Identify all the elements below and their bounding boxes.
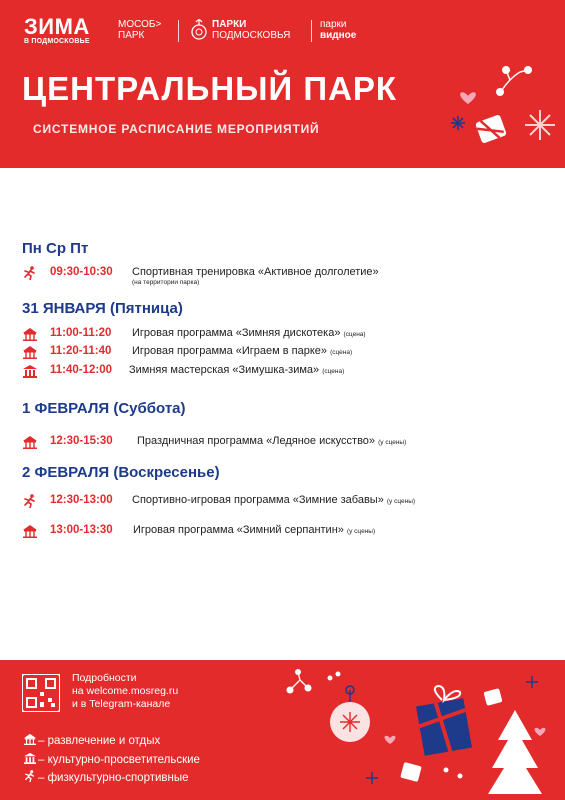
details-line1: Подробности (72, 672, 137, 684)
schedule-section-title: Пн Ср Пт (22, 240, 89, 257)
museum-icon (22, 752, 38, 764)
event-time: 11:00-11:20 (50, 327, 112, 339)
event-time: 09:30-10:30 (50, 266, 113, 278)
schedule-section-title: 1 ФЕВРАЛЯ (Суббота) (22, 400, 186, 417)
event-time: 11:20-11:40 (50, 345, 112, 357)
winter-decoration-icon (440, 60, 565, 168)
legend-cultural-label: – культурно-просветительские (38, 754, 200, 766)
event-title (133, 524, 375, 536)
parki-logo-line2: ПОДМОСКОВЬЯ (212, 30, 291, 41)
mosobpark-logo-line2: ПАРК (118, 30, 145, 41)
event-location-note: (у сцены) (346, 528, 376, 535)
runner-icon (22, 770, 38, 782)
carousel-icon (22, 524, 38, 538)
event-title-text: Спортивно-игровая программа «Зимние забавы» (132, 494, 384, 506)
legend-entertainment-label: – развлечение и отдых (38, 735, 161, 747)
runner-icon (22, 266, 38, 280)
parki-vidnoe-logo (320, 19, 356, 41)
event-title-text: Игровая программа «Зимняя дискотека» (132, 327, 341, 339)
carousel-icon (22, 345, 38, 359)
event-title (132, 345, 352, 357)
mosobpark-logo (118, 19, 161, 41)
legend-sports (22, 770, 189, 784)
event-title-text: Спортивная тренировка «Активное долголетие» (132, 266, 379, 278)
footer-banner (0, 660, 565, 800)
ornament-icon (190, 17, 208, 43)
schedule-section-title: 31 ЯНВАРЯ (Пятница) (22, 300, 183, 317)
event-title (132, 494, 415, 506)
event-title (129, 364, 344, 376)
page-subtitle: СИСТЕМНОЕ РАСПИСАНИЕ МЕРОПРИЯТИЙ (33, 122, 320, 136)
event-title-text: Игровая программа «Зимний серпантин» (133, 524, 344, 536)
schedule-section-title: 2 ФЕВРАЛЯ (Воскресенье) (22, 464, 220, 481)
event-time: 13:00-13:30 (50, 524, 113, 536)
winter-decoration-icon (270, 660, 565, 800)
mosobpark-logo-line1: МОСОБ> (118, 19, 162, 30)
parki-podmoskovya-logo (190, 17, 310, 45)
details-telegram-line: и в Telegram-канале (72, 698, 171, 710)
legend-entertainment (22, 733, 160, 747)
event-title-text: Игровая программа «Играем в парке» (132, 345, 328, 357)
event-location-note: (сцена) (343, 331, 366, 338)
parki-logo-line1: ПАРКИ (212, 19, 247, 30)
zima-logo-title: ЗИМА (24, 14, 90, 39)
event-time: 11:40-12:00 (50, 364, 113, 376)
event-title-text: Зимняя мастерская «Зимушка-зима» (129, 364, 320, 376)
carousel-icon (22, 733, 38, 745)
event-time: 12:30-15:30 (50, 435, 113, 447)
carousel-icon (22, 327, 38, 341)
event-location-note: (сцена) (322, 368, 345, 375)
vidnoe-logo-line2: видное (320, 30, 357, 41)
logo-divider (178, 20, 179, 42)
legend-cultural (22, 752, 200, 766)
details-info (72, 672, 178, 711)
event-location-note: (у сцены) (386, 498, 416, 505)
logo-divider (311, 20, 312, 42)
event-title (137, 435, 406, 447)
zima-logo-subtitle: В ПОДМОСКОВЬЕ (24, 38, 90, 45)
qr-code-icon[interactable] (22, 674, 60, 712)
runner-icon (22, 494, 38, 508)
zima-logo (24, 16, 90, 46)
header-banner (0, 0, 565, 168)
page-title: ЦЕНТРАЛЬНЫЙ ПАРК (22, 70, 398, 107)
event-title (132, 327, 366, 339)
legend-sports-label: – физкультурно-спортивные (38, 772, 189, 784)
museum-icon (22, 364, 38, 378)
event-location-note: (сцена) (330, 349, 353, 356)
event-title-text: Праздничная программа «Ледяное искусство» (137, 435, 376, 447)
details-website-link[interactable]: на welcome.mosreg.ru (72, 685, 179, 697)
carousel-icon (22, 435, 38, 449)
event-title (132, 266, 379, 278)
event-time: 12:30-13:00 (50, 494, 113, 506)
event-location-note: (на территории парка) (132, 279, 200, 286)
event-location-note: (у сцены) (378, 439, 407, 446)
vidnoe-logo-line1: парки (320, 19, 347, 30)
